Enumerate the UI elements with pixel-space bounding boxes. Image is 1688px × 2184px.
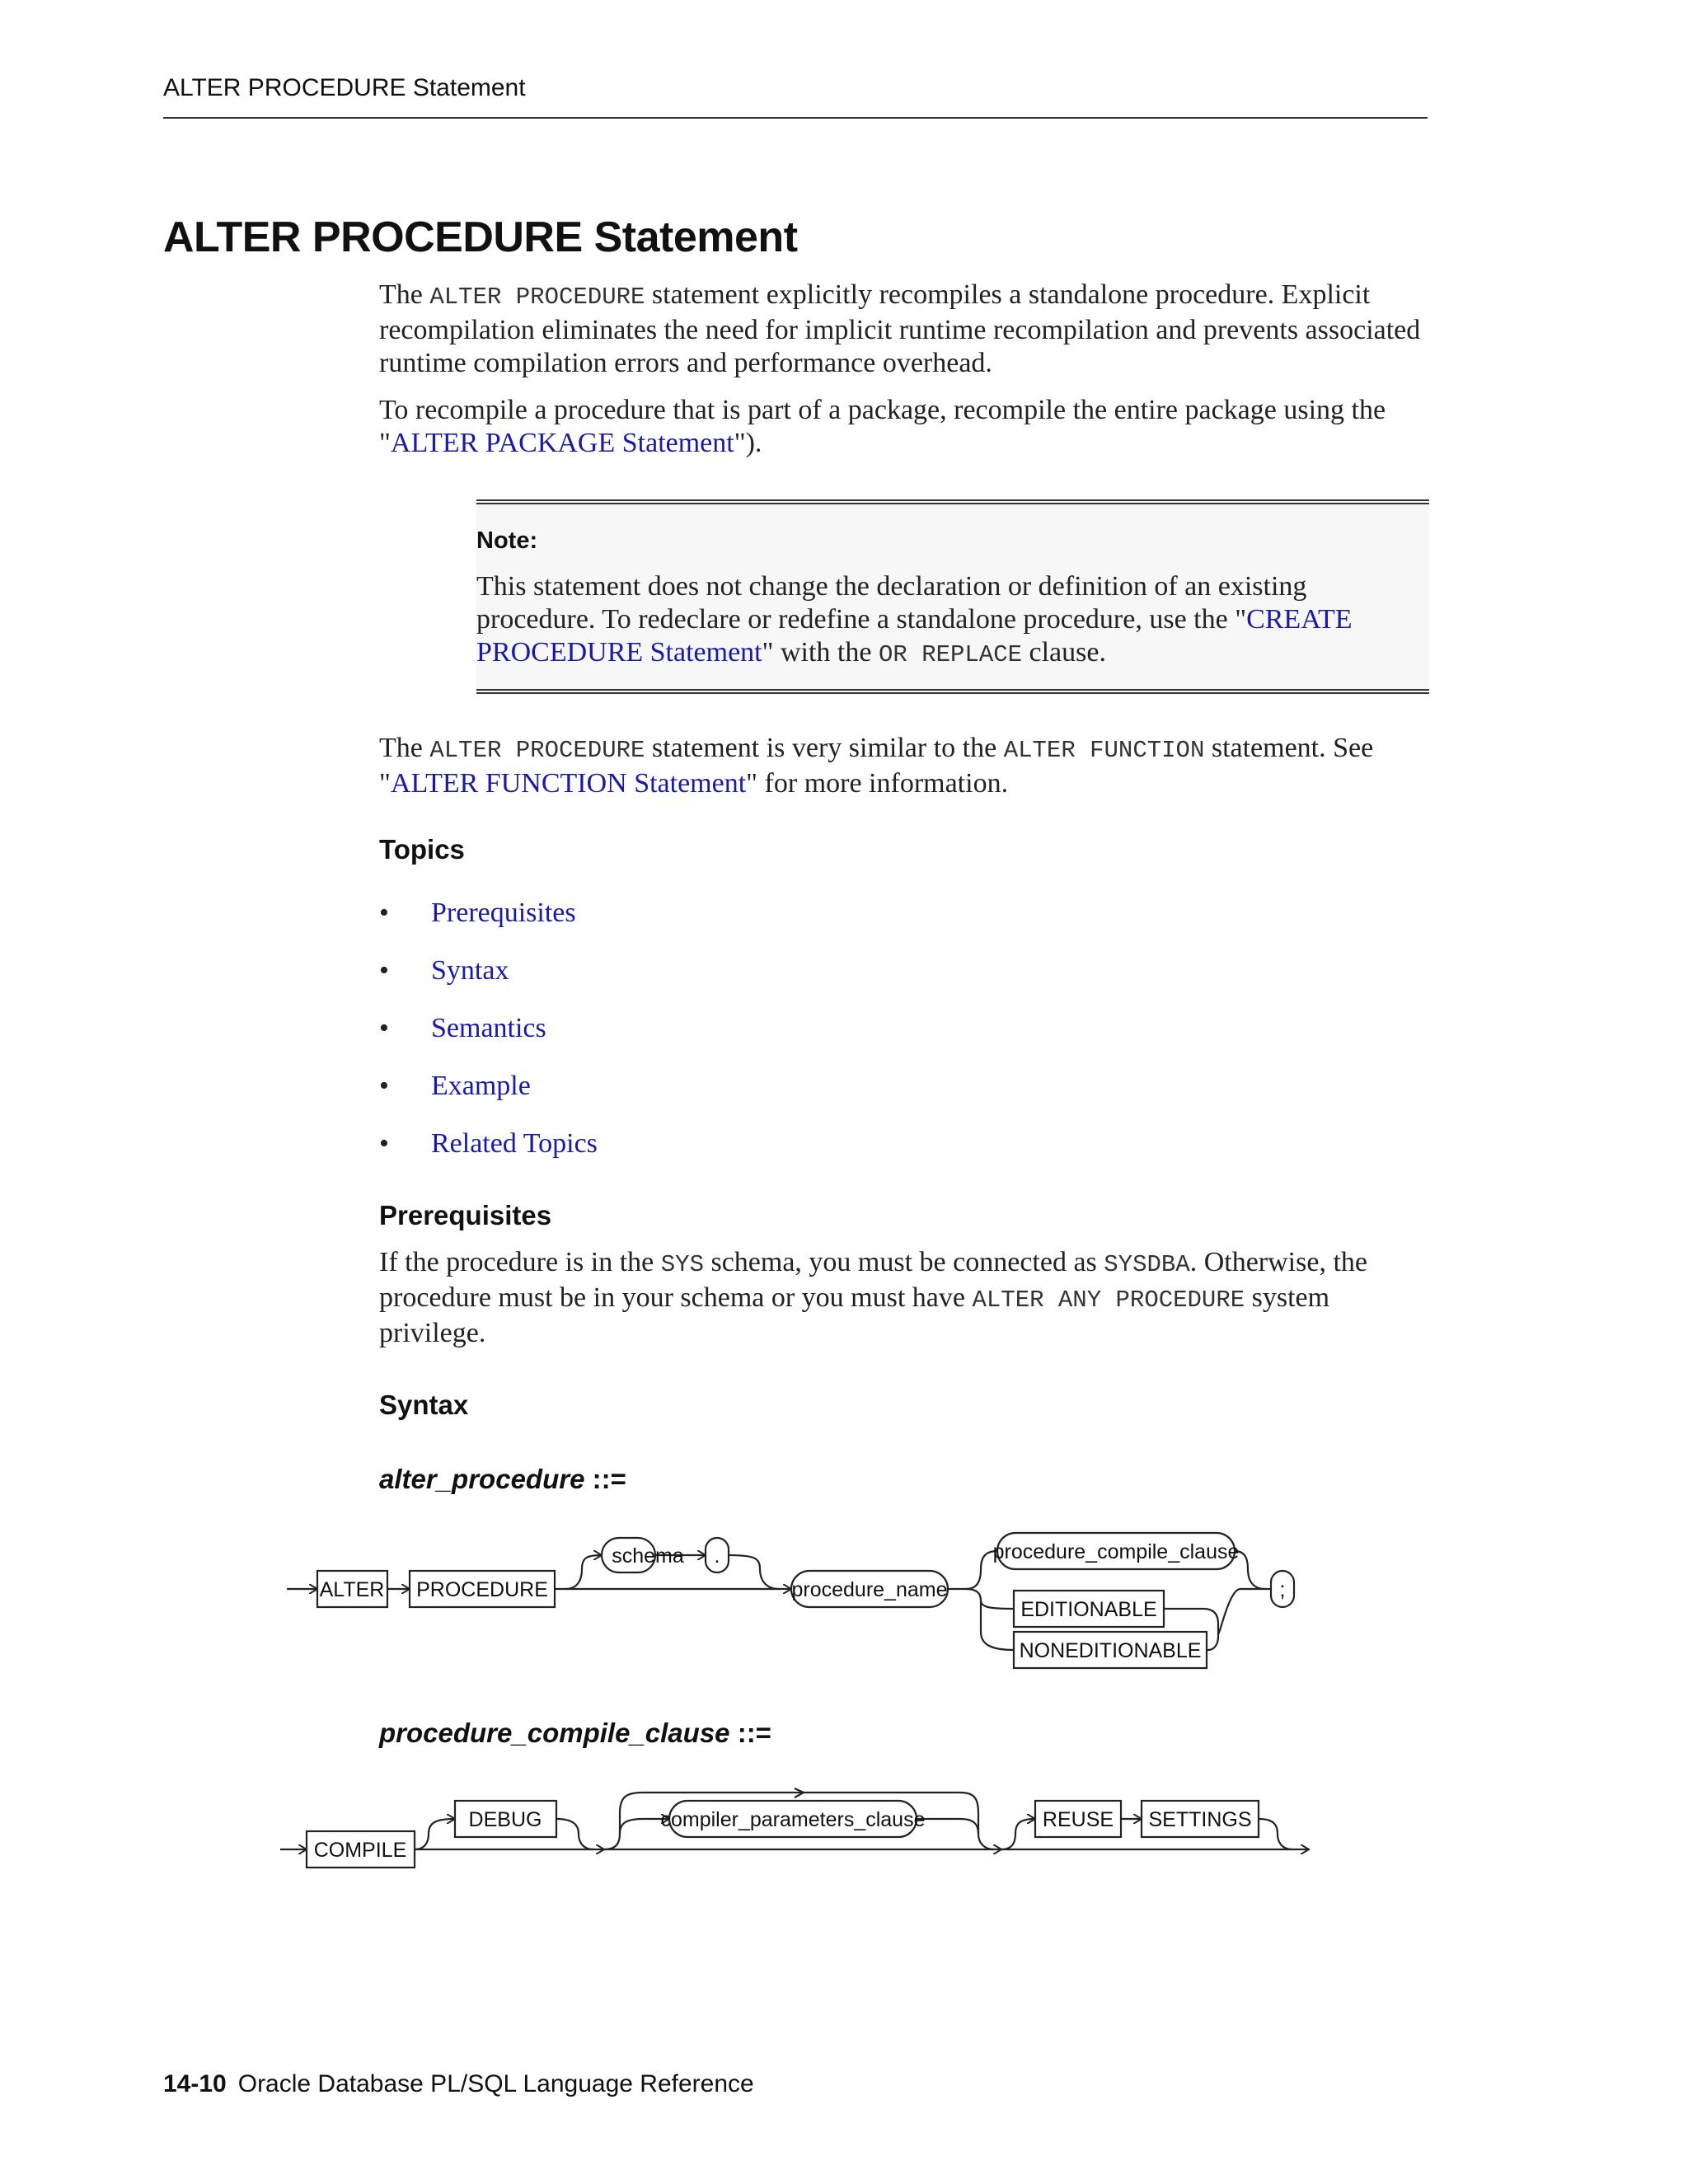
code-or-replace: OR REPLACE: [878, 641, 1023, 668]
bullet: •: [379, 955, 389, 986]
topic-link-prerequisites[interactable]: Prerequisites: [431, 898, 576, 928]
svg-text:ALTER: ALTER: [319, 1578, 385, 1601]
note-label: Note:: [476, 527, 538, 554]
debug-keyword-box: [455, 1801, 556, 1837]
svg-text:COMPILE: COMPILE: [313, 1839, 407, 1862]
link-create-procedure-statement[interactable]: CREATE PROCEDURE Statement: [476, 604, 1353, 668]
svg-text:;: ;: [1279, 1578, 1286, 1601]
topic-link-semantics[interactable]: Semantics: [431, 1013, 546, 1043]
svg-text:PROCEDURE: PROCEDURE: [416, 1578, 548, 1601]
bullet: •: [379, 1071, 389, 1101]
running-header: ALTER PROCEDURE Statement: [163, 74, 526, 101]
alter-keyword-box: [317, 1571, 387, 1607]
svg-text:EDITIONABLE: EDITIONABLE: [1020, 1598, 1157, 1621]
bullet: •: [379, 1013, 389, 1043]
settings-keyword-box: [1142, 1801, 1259, 1837]
procedure-compile-clause-nonterminal: [993, 1533, 1240, 1569]
svg-text:DEBUG: DEBUG: [468, 1808, 542, 1831]
bullet: •: [379, 898, 389, 928]
svg-text:NONEDITIONABLE: NONEDITIONABLE: [1019, 1639, 1202, 1662]
semicolon-terminal: [1271, 1571, 1294, 1607]
svg-text:schema: schema: [612, 1544, 684, 1568]
compiler-parameters-clause-nonterminal: [661, 1801, 926, 1837]
topic-link-syntax[interactable]: Syntax: [431, 955, 509, 986]
topic-link-example[interactable]: Example: [431, 1071, 531, 1101]
link-alter-package-statement[interactable]: ALTER PACKAGE Statement: [390, 428, 734, 458]
code-alter-procedure: ALTER PROCEDURE: [429, 284, 645, 311]
schema-nonterminal: [602, 1538, 684, 1572]
dot-terminal: [706, 1538, 729, 1572]
procedure-name-nonterminal: [791, 1571, 948, 1607]
compile-keyword-box: [307, 1831, 415, 1868]
reuse-keyword-box: [1035, 1801, 1121, 1837]
rule-name-alter-procedure: alter_procedure ::=: [379, 1464, 626, 1494]
intro-paragraph-2: To recompile a procedure that is part of a package, recompile the entire package using the "ALTER PACKAGE Statement").: [379, 395, 1386, 458]
bullet: •: [379, 1128, 389, 1159]
link-alter-function-statement[interactable]: ALTER FUNCTION Statement: [390, 768, 747, 799]
prerequisites-paragraph: If the procedure is in the SYS schema, you must be connected as SYSDBA. Otherwise, the procedure must be in your schema or you must have ALTER ANY PROCEDURE system privilege.: [379, 1247, 1367, 1348]
svg-text:SETTINGS: SETTINGS: [1148, 1808, 1252, 1831]
rule-name-procedure-compile-clause: procedure_compile_clause ::=: [379, 1718, 771, 1748]
svg-text:compiler_parameters_clause: compiler_parameters_clause: [660, 1808, 926, 1831]
procedure-keyword-box: [410, 1571, 555, 1607]
svg-text:REUSE: REUSE: [1042, 1808, 1114, 1831]
svg-text:procedure_name: procedure_name: [791, 1578, 948, 1601]
book-title: Oracle Database PL/SQL Language Reference: [237, 2070, 754, 2097]
page-footer: [163, 2070, 754, 2098]
note-box: Note: This statement does not change the declaration or definition of an existing procedure. To redeclare or redefine a standalone procedure, use the "CREATE PROCEDURE Statement" with the OR REPLACE clause.: [476, 499, 1429, 694]
page-title: ALTER PROCEDURE Statement: [163, 213, 798, 261]
svg-text:.: .: [714, 1544, 720, 1568]
intro-paragraph-1: The ALTER PROCEDURE statement explicitly recompiles a standalone procedure. Explicit recompilation eliminates the need for implicit runtime recompilation and prevents associated runtime compilation errors and performance overhead.: [379, 279, 1421, 378]
prerequisites-heading: Prerequisites: [379, 1200, 552, 1230]
page-number: 14-10: [163, 2070, 227, 2097]
editionable-keyword-box: [1014, 1591, 1164, 1627]
svg-text:procedure_compile_clause: procedure_compile_clause: [992, 1540, 1240, 1563]
syntax-heading: Syntax: [379, 1390, 469, 1420]
topics-heading: Topics: [379, 834, 465, 865]
topic-link-related-topics[interactable]: Related Topics: [431, 1128, 598, 1159]
similar-paragraph: The ALTER PROCEDURE statement is very similar to the ALTER FUNCTION statement. See "ALTER FUNCTION Statement" for more information.: [379, 733, 1374, 799]
noneditionable-keyword-box: [1014, 1632, 1207, 1668]
